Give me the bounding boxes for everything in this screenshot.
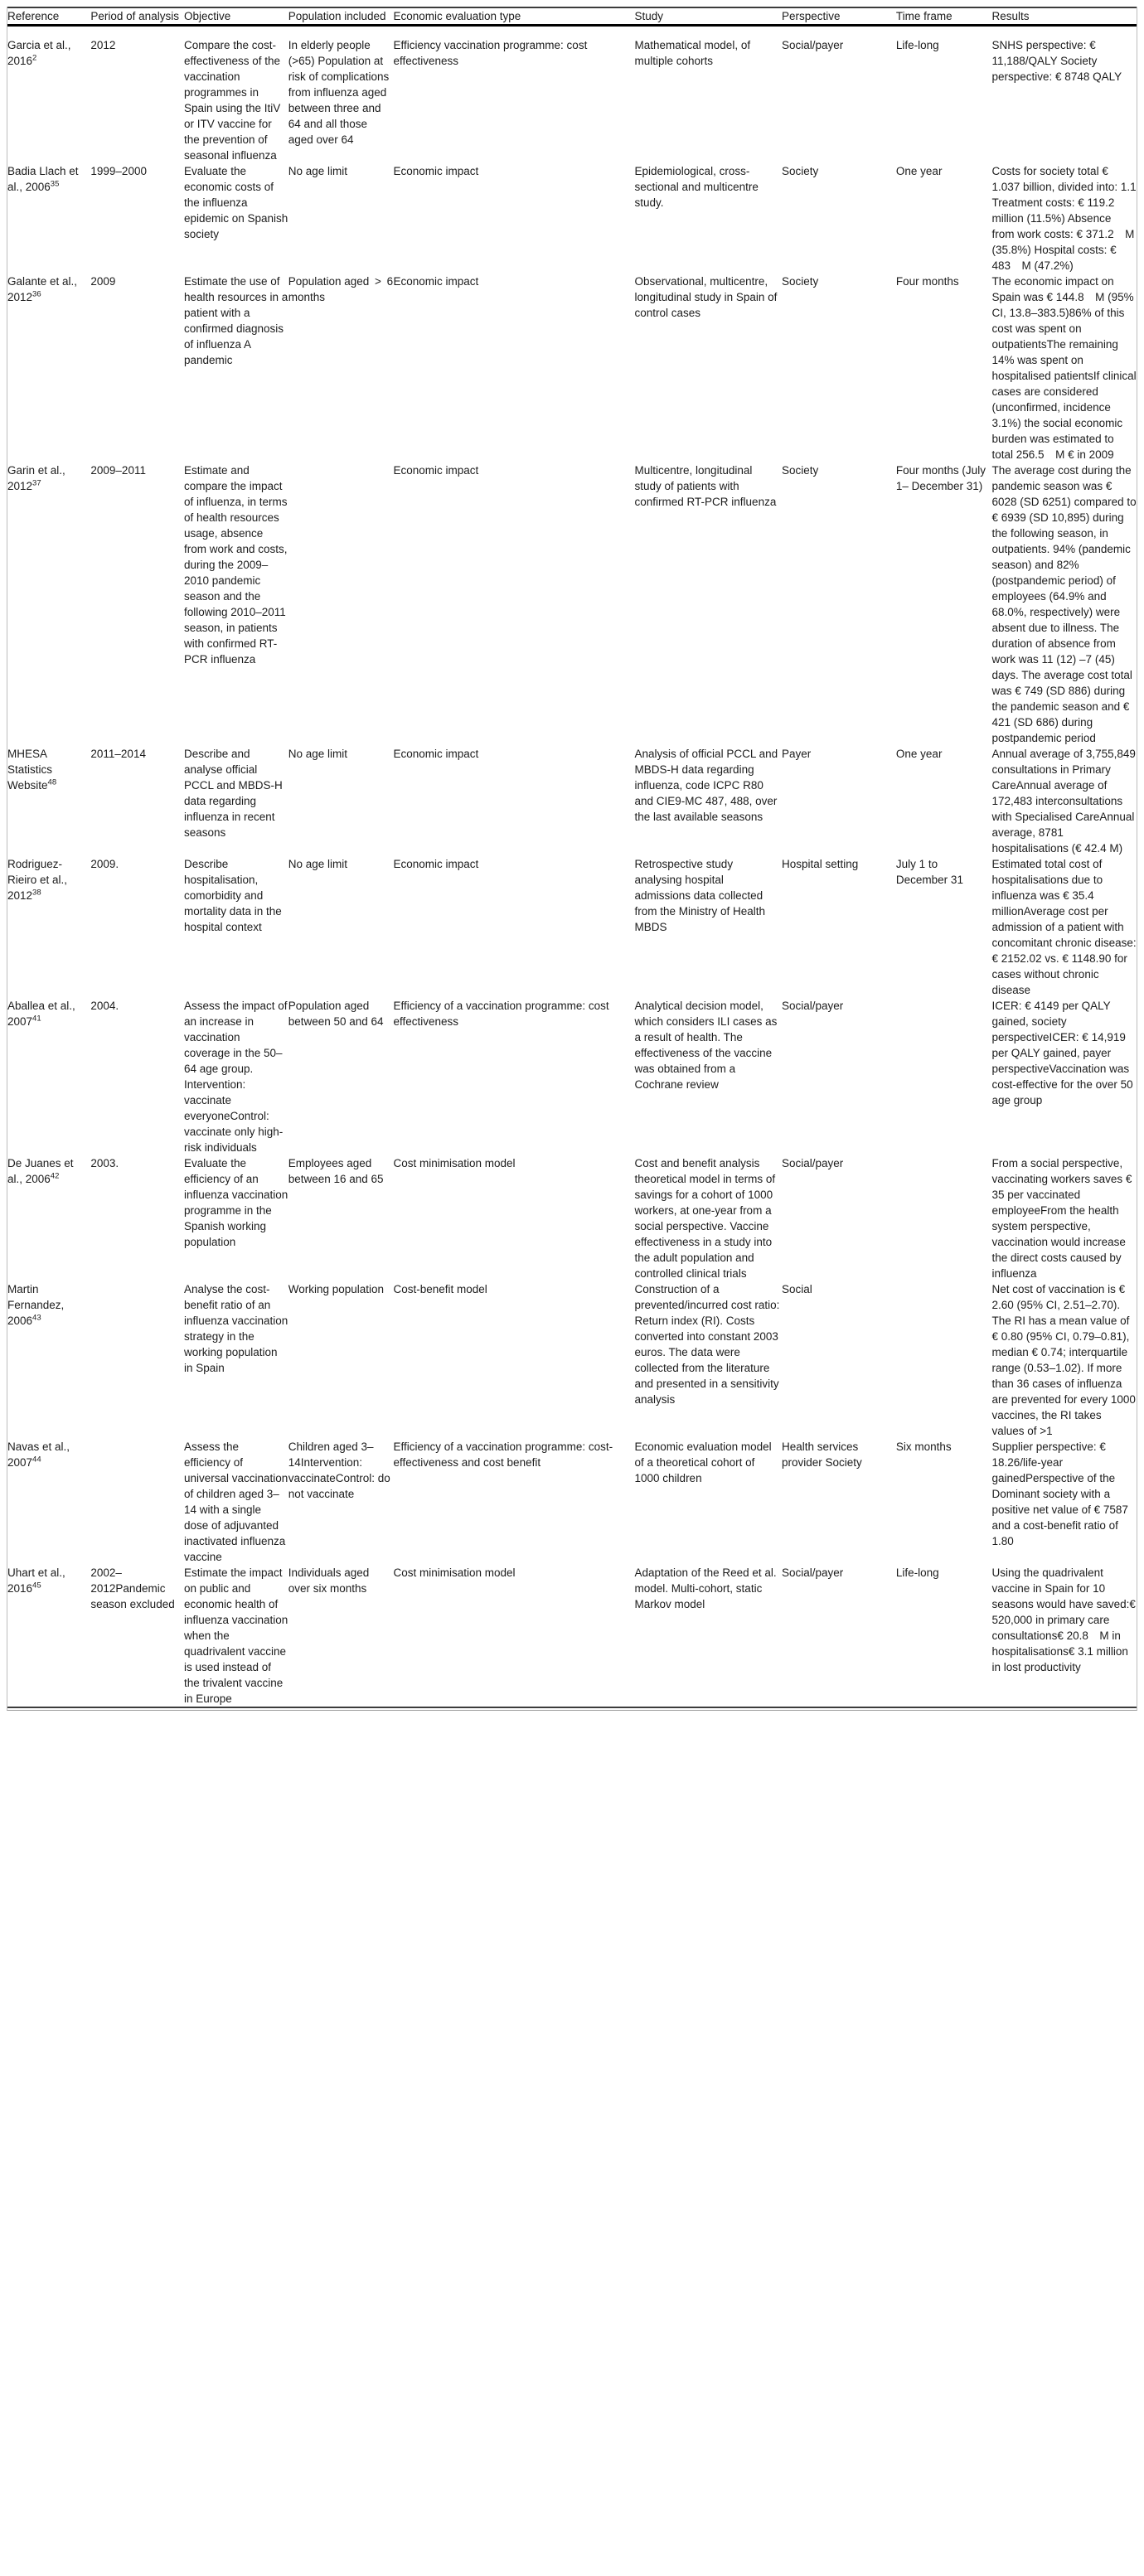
timeframe-cell: July 1 to December 31 [895, 858, 963, 886]
evaluation-type-cell: Economic impact [393, 464, 479, 477]
population-cell: Individuals aged over six months [288, 1566, 370, 1595]
results-cell: From a social perspective, vaccinating workers saves € 35 per vaccinated employeeFrom the health system perspective, vaccination would increase the direct costs caused by influenza [991, 1157, 1132, 1280]
reference-cell [7, 1155, 90, 1281]
reference-citation-number: 45 [32, 1581, 41, 1591]
column-header: Time frame [896, 7, 992, 26]
study-cell: Adaptation of the Reed et al. model. Multi-cohort, static Markov model [634, 1566, 777, 1610]
evaluation-type-cell: Efficiency vaccination programme: cost effectiveness [393, 39, 588, 67]
timeframe-cell: One year [895, 165, 943, 177]
objective-cell: Describe and analyse official PCCL and MBDS-H data regarding influenza in recent seasons [183, 748, 283, 839]
table-row [7, 163, 1137, 274]
results-cell: Using the quadrivalent vaccine in Spain for 10 seasons would have saved:€ 520,000 in primary care consultations€ 20.8 M in hospitalisations€ 3.1 million in lost productivity [991, 1566, 1136, 1673]
results-cell: Net cost of vaccination is € 2.60 (95% CI, 2.51–2.70). The RI has a mean value of € 0.80 (95% CI, 0.79–0.81), median € 0.74; interquartile range (0.53–1.02). If more than 36 cases of influenza are prevented for every 1000 vaccines, the RI takes values of >1 [991, 1283, 1136, 1437]
evaluation-type-cell: Economic impact [393, 748, 479, 760]
table-row [7, 274, 1137, 462]
study-cell: Cost and benefit analysis theoretical model in terms of savings for a cohort of 1000 workers, at one-year from a social perspective. Vaccine effectiveness in a study into the adult population and controlled clinical trials [634, 1157, 776, 1280]
evaluation-type-cell: Economic impact [393, 275, 479, 288]
reference-cell [7, 856, 90, 998]
objective-cell: Evaluate the economic costs of the influenza epidemic on Spanish society [183, 165, 288, 240]
reference-cell [7, 1281, 90, 1439]
period-cell: 2012 [90, 39, 116, 51]
objective-cell: Assess the efficiency of universal vaccination of children aged 3–14 with a single dose of adjuvanted inactivated influenza vaccine [183, 1441, 288, 1563]
period-cell: 2009–2011 [90, 464, 146, 477]
reference-citation-number: 2 [32, 53, 37, 63]
results-cell: The average cost during the pandemic season was € 6028 (SD 6251) compared to € 6939 (SD 10,895) during the following season, in outpatients. 94% (pandemic season) and 82% (postpandemic period) of employees (64.9% and 68.0%, respectively) were absent due to illness. The duration of absence from work was 11 (12) –7 (45) days. The average cost total was € 749 (SD 886) during the pandemic season and € 421 (SD 686) during postpandemic period [991, 464, 1137, 744]
reference-cell [7, 1439, 90, 1565]
study-cell: Analytical decision model, which considers ILI cases as a result of health. The effectiveness of the vaccine was obtained from a Cochrane review [634, 1000, 778, 1091]
period-cell [90, 1439, 184, 1565]
perspective-cell: Social/payer [781, 1157, 844, 1169]
table-row [7, 26, 1137, 164]
perspective-cell: Hospital setting [781, 858, 859, 870]
reference-text: De Juanes et al., 2006 [7, 1157, 74, 1185]
evaluation-type-cell: Efficiency of a vaccination programme: cost effectiveness [393, 1000, 609, 1028]
reference-citation-number: 48 [47, 777, 57, 787]
column-header: Population included [288, 7, 394, 26]
population-cell [288, 462, 394, 746]
table-header [7, 7, 1137, 26]
evaluation-type-cell: Cost minimisation model [393, 1566, 516, 1579]
results-cell: SNHS perspective: € 11,188/QALY Society perspective: € 8748 QALY [991, 39, 1122, 83]
reference-text: Uhart et al., 2016 [7, 1566, 65, 1595]
reference-text: Martin Fernandez, 2006 [7, 1283, 65, 1327]
population-cell: Employees aged between 16 and 65 [288, 1157, 384, 1185]
reference-text: Navas et al., 2007 [7, 1441, 70, 1469]
study-cell: Epidemiological, cross-sectional and multicentre study. [634, 165, 759, 209]
perspective-cell: Society [781, 165, 819, 177]
timeframe-cell [896, 1281, 992, 1439]
results-cell: The economic impact on Spain was € 144.8 M (95% CI, 13.8–383.5)86% of this cost was spent on outpatientsThe remaining 14% was spent on hospitalised patientsIf clinical cases are considered (unconfirmed, incidence 3.1%) the social economic burden was estimated to total 256.5 M € in 2009 [991, 275, 1137, 461]
reference-cell [7, 998, 90, 1155]
study-cell: Retrospective study analysing hospital admissions data collected from the Ministry of Health MBDS [634, 858, 766, 933]
population-cell: In elderly people (>65) Population at risk of complications from influenza aged between three and 64 and all those aged over 64 [288, 39, 390, 146]
timeframe-cell: Four months (July 1– December 31) [895, 464, 986, 492]
reference-citation-number: 35 [50, 179, 60, 189]
perspective-cell: Social/payer [781, 39, 844, 51]
reference-text: Aballea et al., 2007 [7, 1000, 75, 1028]
perspective-cell: Social [781, 1283, 812, 1295]
reference-cell [7, 163, 90, 274]
population-cell: No age limit [288, 858, 347, 870]
perspective-cell: Social/payer [781, 1566, 844, 1579]
reference-citation-number: 42 [50, 1171, 60, 1181]
reference-text: Galante et al., 2012 [7, 275, 78, 303]
timeframe-cell: Four months [895, 275, 959, 288]
results-cell: Costs for society total € 1.037 billion, divided into: 1.1 Treatment costs: € 119.2 million (11.5%) Absence from work costs: € 371.2 M (35.8%) Hospital costs: € 483 M (47.2%) [991, 165, 1137, 272]
study-cell: Analysis of official PCCL and MBDS-H data regarding influenza, code ICPC R80 and CIE9-MC 487, 488, over the last available seasons [634, 748, 778, 823]
objective-cell: Describe hospitalisation, comorbidity and mortality data in the hospital context [183, 858, 282, 933]
period-cell [90, 1281, 184, 1439]
results-cell: Annual average of 3,755,849 consultations in Primary CareAnnual average of 172,483 interconsultations with Specialised CareAnnual average, 8781 hospitalisations (€ 42.4 M) [991, 748, 1136, 855]
perspective-cell: Payer [781, 748, 812, 760]
evaluation-type-cell: Cost minimisation model [393, 1157, 516, 1169]
study-cell: Economic evaluation model of a theoretical cohort of 1000 children [634, 1441, 772, 1484]
column-header: Perspective [782, 7, 896, 26]
column-header: Economic evaluation type [393, 7, 634, 26]
objective-cell: Assess the impact of an increase in vaccination coverage in the 50–64 age group. Intervention: vaccinate everyoneControl: vaccinate only high-risk individuals [183, 1000, 288, 1154]
column-header: Results [992, 7, 1137, 26]
study-cell: Mathematical model, of multiple cohorts [634, 39, 751, 67]
period-cell: 2004. [90, 1000, 119, 1012]
column-header: Objective [184, 7, 288, 26]
timeframe-cell: Life-long [895, 1566, 939, 1579]
objective-cell: Estimate the impact on public and economic health of influenza vaccination when the quadrivalent vaccine is used instead of the trivalent vaccine in Europe [183, 1566, 288, 1705]
timeframe-cell: Life-long [895, 39, 939, 51]
evaluation-type-cell: Economic impact [393, 165, 479, 177]
population-cell: No age limit [288, 165, 347, 177]
reference-citation-number: 43 [32, 1313, 41, 1323]
studies-table [7, 7, 1137, 1708]
population-cell: Population aged between 50 and 64 [288, 1000, 384, 1028]
table-row [7, 462, 1137, 746]
table-body [7, 26, 1137, 1708]
perspective-cell: Health services provider Society [781, 1441, 862, 1469]
population-cell: Population aged > 6 months [288, 275, 394, 303]
period-cell: 1999–2000 [90, 165, 147, 177]
population-cell: No age limit [288, 748, 347, 760]
period-cell: 2002– 2012Pandemic season excluded [90, 1566, 175, 1610]
header-row [7, 7, 1137, 26]
column-header: Reference [7, 7, 90, 26]
period-cell: 2009. [90, 858, 119, 870]
reference-text: Garcia et al., 2016 [7, 39, 71, 67]
reference-text: Badia Llach et al., 2006 [7, 165, 79, 193]
perspective-cell: Society [781, 275, 819, 288]
reference-text: MHESA Statistics Website [7, 748, 53, 792]
perspective-cell: Social/payer [781, 1000, 844, 1012]
reference-cell [7, 462, 90, 746]
objective-cell: Estimate and compare the impact of influenza, in terms of health resources usage, absence from work and costs, during the 2009–2010 pandemic season and the following 2010–2011 season, in patients with confirmed RT-PCR influenza [183, 464, 288, 666]
table-frame [7, 7, 1137, 1711]
column-header: Study [635, 7, 782, 26]
objective-cell: Analyse the cost-benefit ratio of an influenza vaccination strategy in the working population in Spain [183, 1283, 288, 1374]
results-cell: Estimated total cost of hospitalisations due to influenza was € 35.4 millionAverage cost per admission of a patient with concomitant chronic disease: € 2152.02 vs. € 1148.90 for cases without chronic disease [991, 858, 1137, 996]
population-cell: Children aged 3–14Intervention: vaccinateControl: do not vaccinate [288, 1441, 390, 1500]
evaluation-type-cell: Economic impact [393, 858, 479, 870]
reference-citation-number: 36 [32, 289, 41, 299]
reference-cell [7, 746, 90, 856]
table-row [7, 1439, 1137, 1565]
objective-cell: Estimate the use of health resources in a patient with a confirmed diagnosis of influenza A pandemic [183, 275, 288, 366]
reference-citation-number: 38 [32, 888, 41, 898]
table-row [7, 1281, 1137, 1439]
reference-text: Garin et al., 2012 [7, 464, 65, 492]
period-cell: 2003. [90, 1157, 119, 1169]
reference-text: Rodriguez-Rieiro et al., 2012 [7, 858, 68, 902]
table-row [7, 856, 1137, 998]
table-row [7, 1565, 1137, 1707]
study-cell: Observational, multicentre, longitudinal study in Spain of control cases [634, 275, 778, 319]
reference-cell [7, 1565, 90, 1707]
table-row [7, 1155, 1137, 1281]
period-cell: 2009 [90, 275, 116, 288]
timeframe-cell [896, 1155, 992, 1281]
timeframe-cell [896, 998, 992, 1155]
evaluation-type-cell: Cost-benefit model [393, 1283, 487, 1295]
table-row [7, 998, 1137, 1155]
study-cell: Multicentre, longitudinal study of patients with confirmed RT-PCR influenza [634, 464, 777, 508]
timeframe-cell: Six months [895, 1441, 952, 1453]
objective-cell: Compare the cost-effectiveness of the vaccination programmes in Spain using the ItiV or ITV vaccine for the prevention of seasonal influenza [183, 39, 281, 162]
reference-citation-number: 44 [32, 1455, 41, 1465]
population-cell: Working population [288, 1283, 385, 1295]
reference-cell [7, 274, 90, 462]
objective-cell: Evaluate the efficiency of an influenza vaccination programme in the Spanish working population [183, 1157, 288, 1248]
period-cell: 2011–2014 [90, 748, 146, 760]
reference-citation-number: 41 [32, 1014, 41, 1024]
column-header: Period of analysis [90, 7, 184, 26]
results-cell: ICER: € 4149 per QALY gained, society perspectiveICER: € 14,919 per QALY gained, payer perspectiveVaccination was cost-effective for the over 50 age group [991, 1000, 1133, 1106]
perspective-cell: Society [781, 464, 819, 477]
timeframe-cell: One year [895, 748, 943, 760]
reference-citation-number: 37 [32, 478, 41, 488]
study-cell: Construction of a prevented/incurred cost ratio: Return index (RI). Costs converted into constant 2003 euros. The data were collected from the literature and presented in a sensitivity analysis [634, 1283, 780, 1406]
reference-cell [7, 26, 90, 164]
evaluation-type-cell: Efficiency of a vaccination programme: cost-effectiveness and cost benefit [393, 1441, 613, 1469]
results-cell: Supplier perspective: € 18.26/life-year gainedPerspective of the Dominant society with a positive net value of € 7587 and a cost-benefit ratio of 1.80 [991, 1441, 1128, 1547]
table-row [7, 746, 1137, 856]
